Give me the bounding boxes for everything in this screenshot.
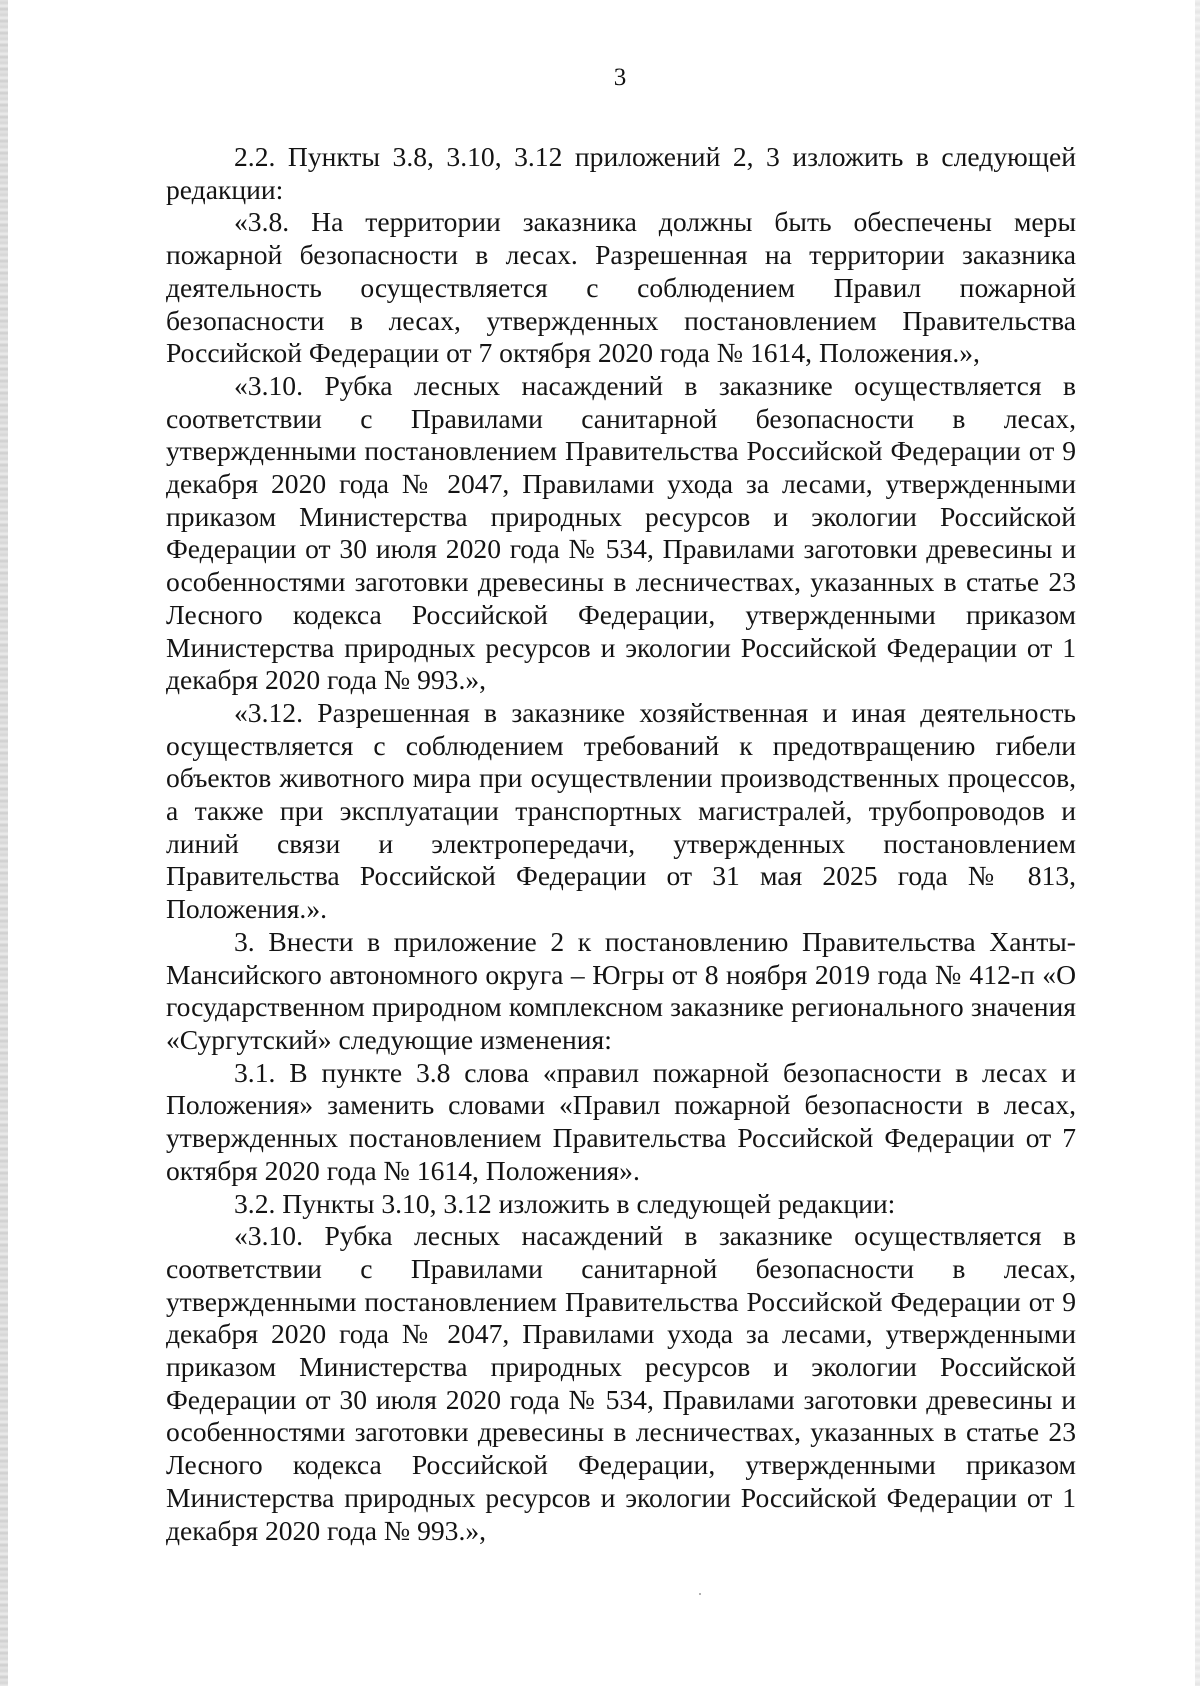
scan-edge-left <box>0 0 8 1686</box>
paragraph-3: 3. Внести в приложение 2 к постановлению Правительства Ханты-Мансийского автономного округа – Югры от 8 ноября 2019 года № 412-п «О государственном природном комплексном заказнике регионального значения «Сургутский» следующие изменения: <box>166 925 1076 1055</box>
paragraph-3-1: 3.1. В пункте 3.8 слова «правил пожарной безопасности в лесах и Положения» заменить словами «Правил пожарной безопасности в лесах, утвержденных постановлением Правительства Российской Федерации от 7 октября 2020 года № 1614, Положения». <box>166 1056 1076 1186</box>
paragraph-3-10-quote-second: «3.10. Рубка лесных насаждений в заказнике осуществляется в соответствии с Правилами санитарной безопасности в лесах, утвержденными постановлением Правительства Российской Федерации от 9 декабря 2020 года № 2047, Правилами ухода за лесами, утвержденными приказом Министерства природных ресурсов и экологии Российской Федерации от 30 июля 2020 года № 534, Правилами заготовки древесины и особенностями заготовки древесины в лесничествах, указанных в статье 23 Лесного кодекса Российской Федерации, утвержденными приказом Министерства природных ресурсов и экологии Российской Федерации от 1 декабря 2020 года № 993.», <box>166 1220 1076 1546</box>
scan-speck <box>699 1593 701 1595</box>
paragraph-2-2: 2.2. Пункты 3.8, 3.10, 3.12 приложений 2, 3 изложить в следующей редакции: <box>166 141 1076 205</box>
document-body <box>166 141 1076 1547</box>
page-number: 3 <box>613 64 627 91</box>
paragraph-3-12-quote: «3.12. Разрешенная в заказнике хозяйственная и иная деятельность осуществляется с соблюдением требований к предотвращению гибели объектов животного мира при осуществлении производственных процессов, а также при эксплуатации транспортных магистралей, трубопроводов и линий связи и электропередачи, утвержденных постановлением Правительства Российской Федерации от 31 мая 2025 года № 813, Положения.». <box>166 696 1076 925</box>
paragraph-3-2: 3.2. Пункты 3.10, 3.12 изложить в следующей редакции: <box>234 1187 896 1219</box>
paragraph-3-10-quote: «3.10. Рубка лесных насаждений в заказнике осуществляется в соответствии с Правилами санитарной безопасности в лесах, утвержденными постановлением Правительства Российской Федерации от 9 декабря 2020 года № 2047, Правилами ухода за лесами, утвержденными приказом Министерства природных ресурсов и экологии Российской Федерации от 30 июля 2020 года № 534, Правилами заготовки древесины и особенностями заготовки древесины в лесничествах, указанных в статье 23 Лесного кодекса Российской Федерации, утвержденными приказом Министерства природных ресурсов и экологии Российской Федерации от 1 декабря 2020 года № 993.», <box>166 369 1076 696</box>
scan-edge-right <box>1195 0 1200 1686</box>
paragraph-3-8-quote: «3.8. На территории заказника должны быть обеспечены меры пожарной безопасности в лесах. Разрешенная на территории заказника деятельность осуществляется с соблюдением Правил пожарной безопасности в лесах, утвержденных постановлением Правительства Российской Федерации от 7 октября 2020 года № 1614, Положения.», <box>166 206 1076 369</box>
